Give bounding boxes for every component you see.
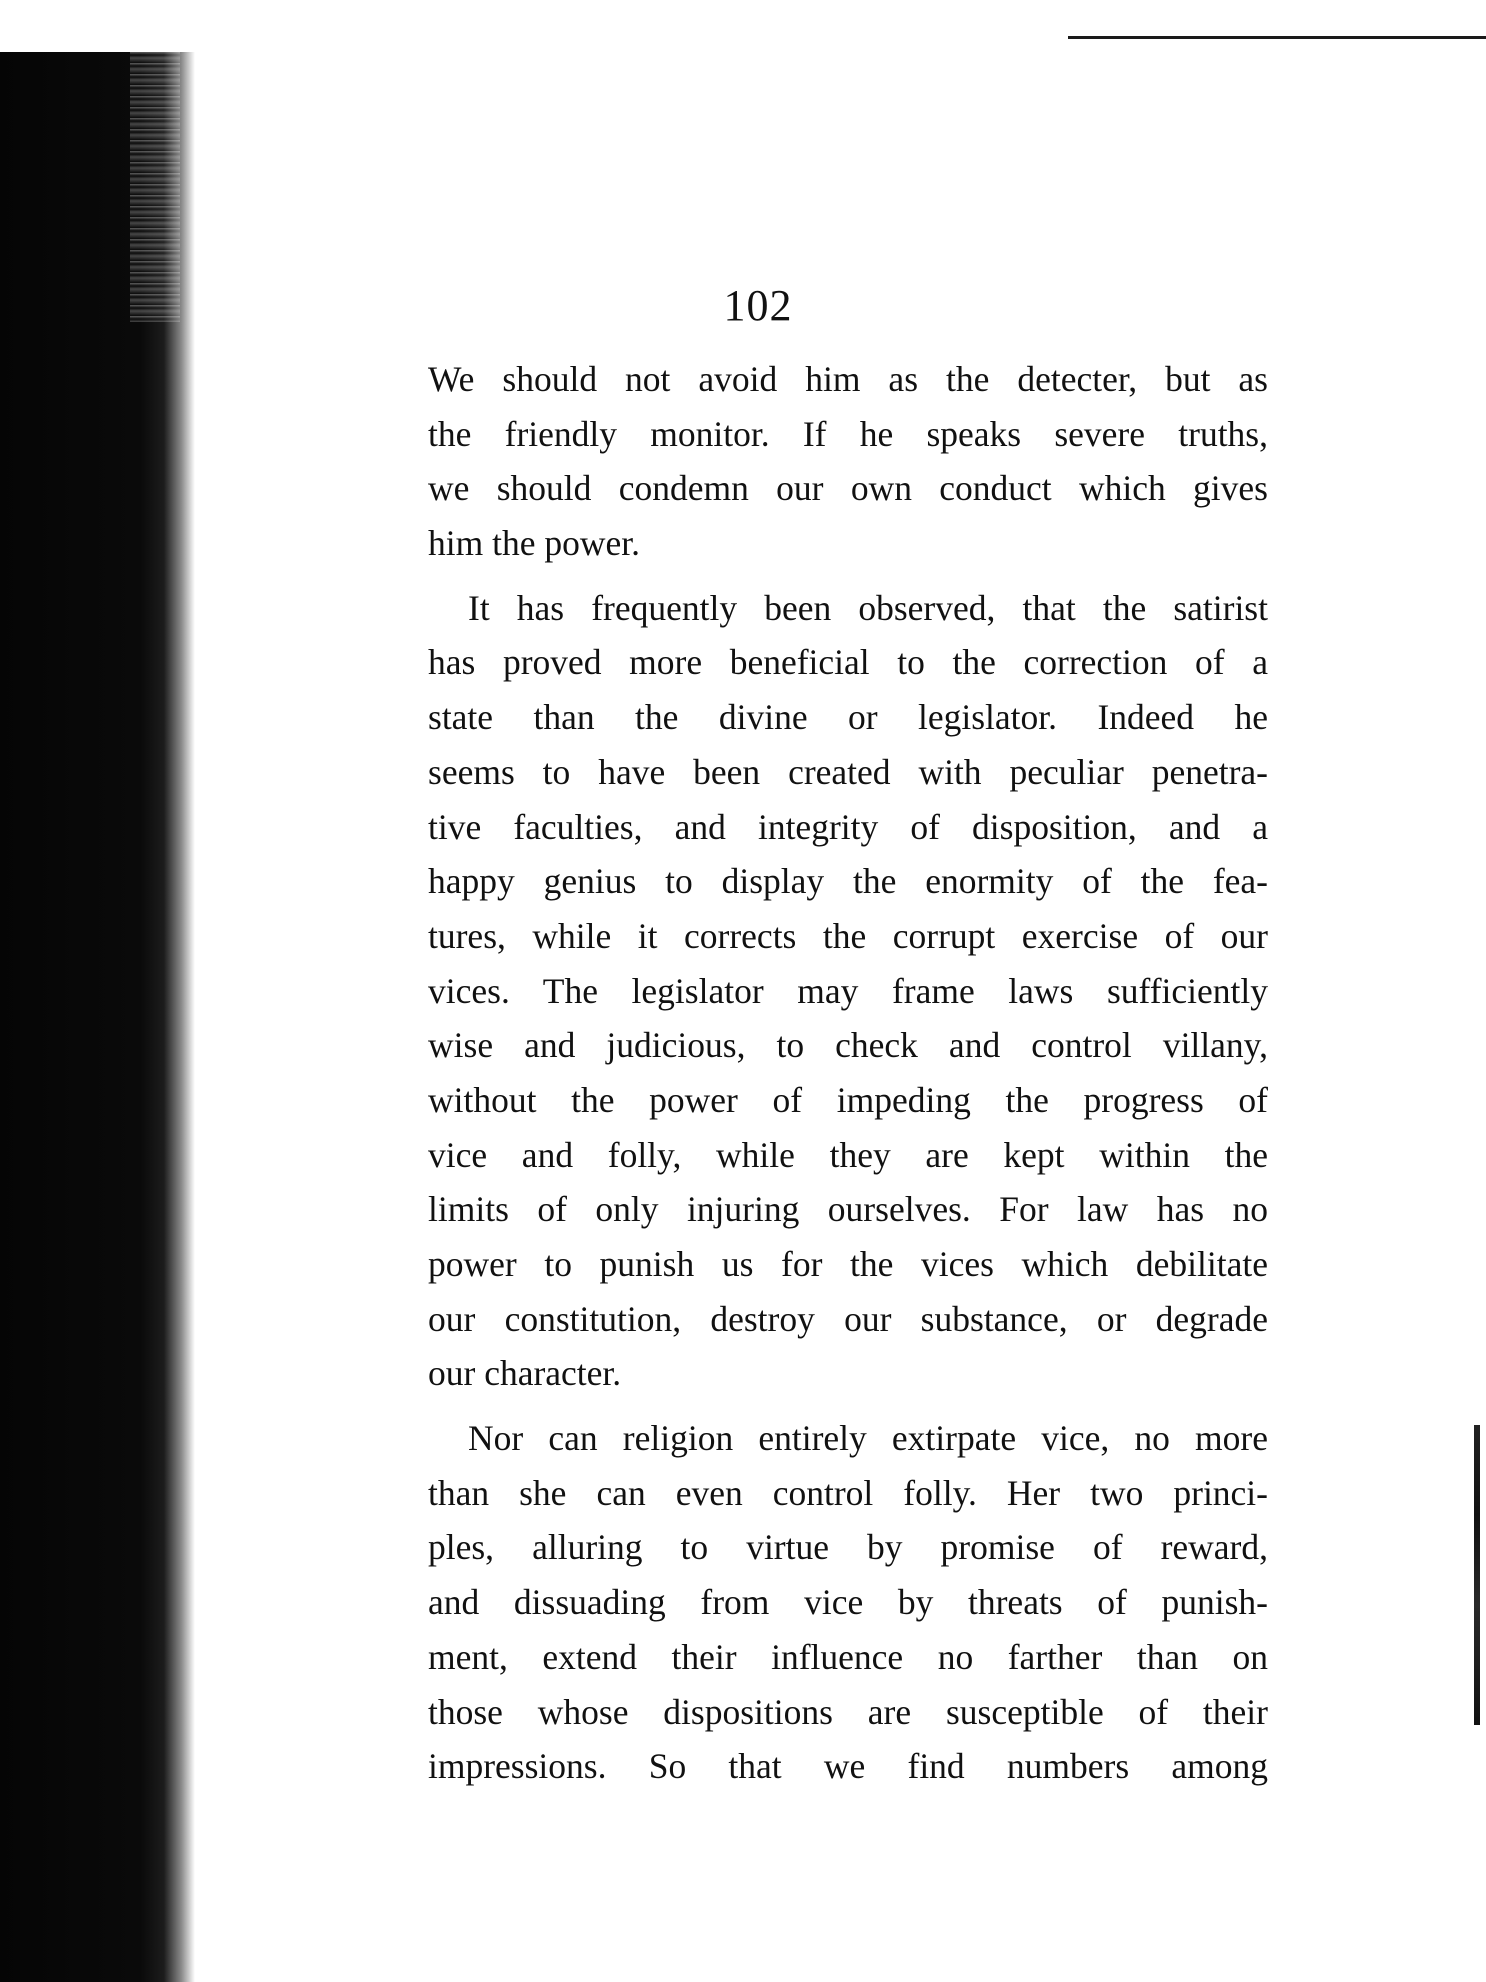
text-line: seems to have been created with peculiar penetra- xyxy=(428,751,1268,792)
text-line: tures, while it corrects the corrupt exercise of our xyxy=(428,915,1268,956)
binding-shadow xyxy=(0,52,195,1982)
text-line: tive faculties, and integrity of disposition, and a xyxy=(428,806,1268,847)
text-line: the friendly monitor. If he speaks severe truths, xyxy=(428,413,1268,454)
text-line: has proved more beneficial to the correction of a xyxy=(428,642,1268,683)
text-line: wise and judicious, to check and control villany, xyxy=(428,1025,1268,1066)
right-edge-mark xyxy=(1474,1425,1480,1725)
text-line: happy genius to display the enormity of the fea- xyxy=(428,861,1268,902)
text-line: limits of only injuring ourselves. For law has no xyxy=(428,1189,1268,1230)
text-line: our character. xyxy=(428,1353,622,1394)
page-number: 102 xyxy=(723,281,793,330)
text-line: impressions. So that we find numbers among xyxy=(428,1746,1268,1787)
text-line: and dissuading from vice by threats of punish- xyxy=(428,1582,1268,1623)
text-line: him the power. xyxy=(428,523,640,564)
top-edge-rule xyxy=(1068,36,1486,39)
text-line: It has frequently been observed, that the satirist xyxy=(468,587,1268,628)
text-line: vice and folly, while they are kept within the xyxy=(428,1134,1268,1175)
paragraph xyxy=(428,1411,1268,1794)
text-line: Nor can religion entirely extirpate vice, no more xyxy=(468,1418,1268,1459)
body-text xyxy=(428,352,1268,1794)
text-line: power to punish us for the vices which debilitate xyxy=(428,1244,1268,1284)
paragraph xyxy=(428,581,1268,1401)
text-line: ples, alluring to virtue by promise of reward, xyxy=(428,1527,1268,1568)
text-line: we should condemn our own conduct which gives xyxy=(428,468,1268,509)
text-line: those whose dispositions are susceptible of their xyxy=(428,1691,1268,1732)
text-line: vices. The legislator may frame laws sufficiently xyxy=(428,970,1268,1011)
text-line: We should not avoid him as the detecter, but as xyxy=(428,359,1268,399)
text-line: ment, extend their influence no farther than on xyxy=(428,1636,1268,1677)
paragraph xyxy=(428,352,1268,571)
text-line: without the power of impeding the progress of xyxy=(428,1079,1268,1120)
text-line: than she can even control folly. Her two princi- xyxy=(428,1472,1268,1513)
text-line: our constitution, destroy our substance, or degrade xyxy=(428,1298,1268,1339)
text-line: state than the divine or legislator. Indeed he xyxy=(428,697,1268,738)
